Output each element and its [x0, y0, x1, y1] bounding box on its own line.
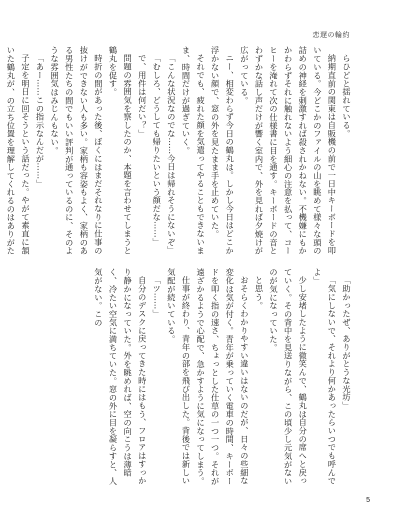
paragraph: 納期直前の関東は自販機の前で一日中キーボードを叩いている。今どこかのファイルの山を眺めて様々な頭の詰めの神経を刺激すれば殺されかねない。不機嫌にもかかわらずそれに触れないよう細心の注意を払って、コーヒーを淹れて次の仕様書に目を通す。キーボードの音とわずかな話し声だけが響く室内で、外を見れば夕焼けが広がっている。 — [239, 46, 338, 255]
paragraph: 問題の雰囲気を察したのか、本題を言わせてしまうと鶴丸を促す。 — [108, 46, 134, 255]
paragraph: らひどと揺れている。 — [342, 54, 352, 138]
paragraph: 少し安堵したように微笑んで、鶴丸は自分の席へと戻っていく。その背中を見送りながら、この頃少し元気がないのが気になっていた。 — [269, 268, 309, 486]
bottom-text-block — [46, 268, 354, 486]
paragraph: おそらくわかりやすい違いはないのだが、日々の些細な変化は気が付く。青年が乗っていく電車の時間、キーボードを叩く指の速さ、ちょっとした仕草の一つ一つ。それが遠ざかるようで心配で、急かすように気になってしまう。 — [196, 268, 250, 486]
paragraph: と思う。 — [254, 276, 265, 310]
paragraph: 「助かったぜ、ありがとうな光坊」 — [342, 276, 352, 410]
paragraph: 子定を明日に回そうという話だった。やがて素直に頷いた鶴丸が、の立ち位置を理解してくれるのはありがた — [6, 46, 31, 255]
paragraph: 「あー……この指示なんだが……」 — [35, 54, 46, 188]
running-head: 恋遅の輪約 — [312, 31, 350, 39]
paragraph: 自分のデスクに戻ってきた時にはもう、フロアはすっかり静かになっていた。外を眺めれば、空の向こうは薄暗く、冷たい空気に満ちていた。窓の外に目を凝らすと、人気がない。この — [93, 268, 148, 486]
paragraph: 仕事が終わり、青年の部を飛び出した。背後では新しい気配が続いている。 — [166, 268, 192, 485]
paragraph: ニー、相変わらず今日の鶴丸は。しかし今日はどこか浮かない顔で、窓の外を見たまま手を止めていた。 — [210, 46, 236, 255]
paragraph: それでも、疲れた顔を気遣ってやることもできないまま、時間だけが過ぎていく。 — [181, 46, 207, 255]
paragraph: で、用件は何だい？」 — [137, 54, 148, 138]
page-number: 5 — [366, 497, 370, 504]
paragraph: 「こんな状況なのでな……今日は帰れそうにないぞ」 — [166, 54, 177, 255]
paragraph: 「むしろ、どうしても帰りたいという顔だな……」 — [152, 54, 163, 247]
paragraph: 「気にしないで、それより何かあったらいつでも呼んでよ」 — [312, 268, 338, 485]
top-text-block — [6, 46, 354, 262]
paragraph: 時折の間があった後、ぼくにはまだそれなりに仕事の抜けができない人も多い。家柄も容姿もよく、家柄のある男性たちの間でもいい評判が通っているのに、そのような雰囲気はみじんもない。 — [50, 46, 104, 255]
paragraph: 「ツ……」 — [152, 276, 163, 318]
